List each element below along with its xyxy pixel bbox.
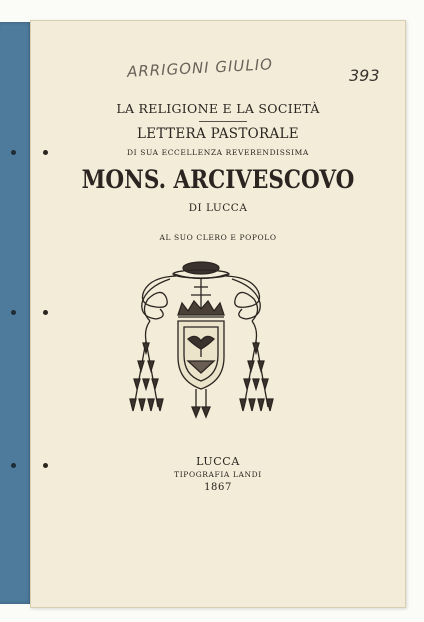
document-type: LETTERA PASTORALE <box>137 126 299 142</box>
recipients: AL SUO CLERO E POPOLO <box>159 233 277 242</box>
binding-hole <box>11 310 16 315</box>
handwritten-author-note: ARRIGONI GIULIO <box>126 55 274 81</box>
divider-rule <box>199 121 247 122</box>
handwritten-shelf-number: 393 <box>349 66 380 85</box>
archbishop-coat-of-arms-icon <box>126 257 276 427</box>
imprint-city: LUCCA <box>196 455 240 468</box>
author-title: MONS. ARCIVESCOVO <box>81 165 355 194</box>
binding-hole <box>11 150 16 155</box>
imprint-publisher: TIPOGRAFIA LANDI <box>174 470 262 479</box>
imprint-year: 1867 <box>204 482 232 493</box>
series-title: LA RELIGIONE E LA SOCIETÀ <box>116 101 320 116</box>
diocese: DI LUCCA <box>188 202 248 214</box>
binding-hole <box>11 463 16 468</box>
title-page <box>30 20 406 608</box>
blue-cover-spine <box>0 22 33 604</box>
honorific: DI SUA ECCELLENZA REVERENDISSIMA <box>127 148 309 157</box>
pin-hole <box>43 310 48 315</box>
